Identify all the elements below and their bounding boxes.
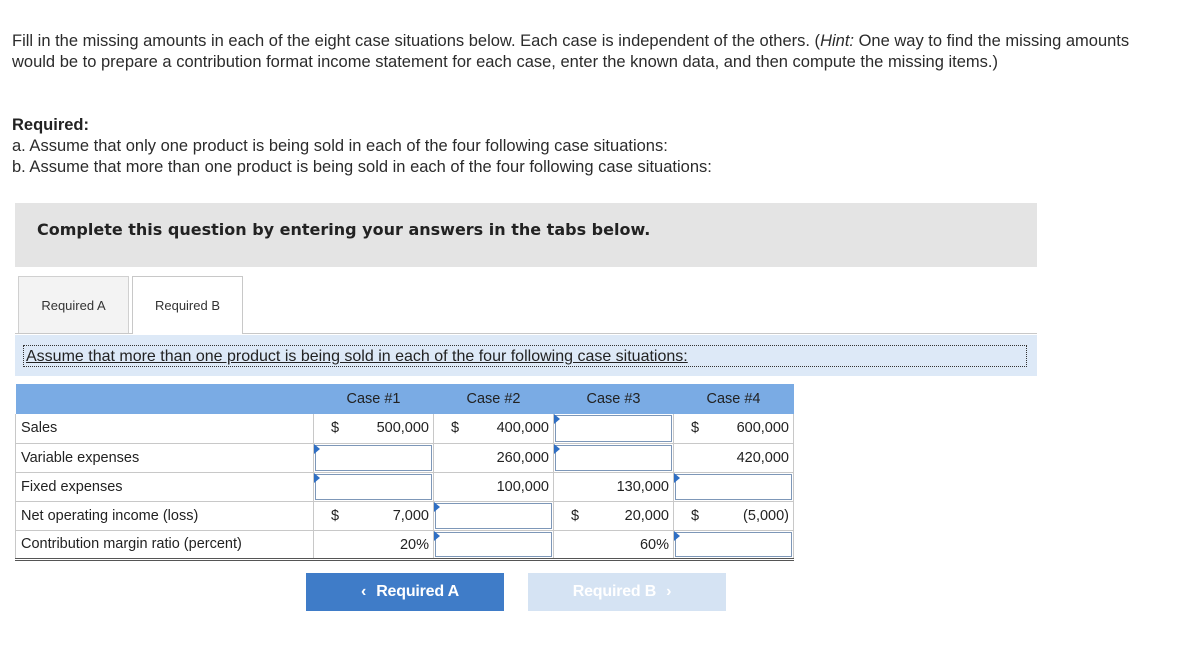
instructions-banner xyxy=(15,203,1037,267)
cell-value: 500,000 xyxy=(376,420,429,436)
input-marker-icon xyxy=(674,531,680,541)
case-cell xyxy=(554,530,674,559)
case-cell xyxy=(434,472,554,501)
dollar-sign: $ xyxy=(331,507,340,524)
question-text xyxy=(12,31,1132,73)
answer-input[interactable] xyxy=(555,445,672,471)
cell-value: 130,000 xyxy=(616,478,669,495)
case-cell xyxy=(434,414,554,443)
cell-value: 7,000 xyxy=(392,507,429,524)
answer-input[interactable] xyxy=(675,532,792,557)
prev-button-label: Required A xyxy=(376,583,459,600)
intro-text-1: Fill in the missing amounts in each of the eight case situations below. Each case is independent of the others. ( xyxy=(12,32,821,50)
input-marker-icon xyxy=(434,531,440,541)
instruction-text: Assume that more than one product is being sold in each of the four following case situations: xyxy=(26,348,688,365)
table-row xyxy=(16,414,794,443)
table-body xyxy=(16,414,794,559)
answer-input[interactable] xyxy=(555,415,672,442)
answer-input[interactable] xyxy=(315,474,432,500)
case-cell[interactable] xyxy=(434,530,554,559)
dollar-sign: $ xyxy=(691,420,700,436)
header-case-4: Case #4 xyxy=(674,384,794,414)
row-label: Fixed expenses xyxy=(16,472,314,501)
input-marker-icon xyxy=(554,414,560,424)
cell-value: 60% xyxy=(639,536,669,553)
next-button[interactable] xyxy=(528,573,726,611)
cell-value: 600,000 xyxy=(736,420,789,436)
cell-value: 20% xyxy=(399,536,429,553)
input-marker-icon xyxy=(314,473,320,483)
header-case-1: Case #1 xyxy=(314,384,434,414)
answer-input[interactable] xyxy=(315,445,432,471)
cell-value: 420,000 xyxy=(736,449,789,466)
case-cell xyxy=(674,414,794,443)
case-cell xyxy=(314,414,434,443)
case-cell xyxy=(674,443,794,472)
row-label: Contribution margin ratio (percent) xyxy=(16,530,314,559)
row-label: Variable expenses xyxy=(16,443,314,472)
header-case-2: Case #2 xyxy=(434,384,554,414)
table-header-row xyxy=(16,384,794,414)
required-heading: Required: xyxy=(12,116,90,134)
cell-value: 100,000 xyxy=(496,478,549,495)
case-cell xyxy=(314,530,434,559)
tab-label: Required A xyxy=(41,297,106,313)
instruction-box xyxy=(23,345,1027,367)
dollar-sign: $ xyxy=(451,420,460,436)
cell-value: (5,000) xyxy=(743,507,789,524)
row-label: Sales xyxy=(16,414,314,443)
prev-button[interactable] xyxy=(306,573,504,611)
question-intro xyxy=(12,31,1132,73)
table-row xyxy=(16,472,794,501)
cell-value: 260,000 xyxy=(496,449,549,466)
header-blank xyxy=(16,384,314,414)
answer-input[interactable] xyxy=(435,503,552,529)
tab-required-b[interactable] xyxy=(132,276,243,333)
case-table xyxy=(15,384,794,561)
required-b-text: b. Assume that more than one product is being sold in each of the four following case situations: xyxy=(12,158,712,176)
hint-label: Hint: xyxy=(820,32,854,50)
case-cell[interactable] xyxy=(314,472,434,501)
answer-input[interactable] xyxy=(435,532,552,557)
dollar-sign: $ xyxy=(331,420,340,436)
case-cell[interactable] xyxy=(674,472,794,501)
case-cell xyxy=(314,501,434,530)
answer-input[interactable] xyxy=(675,474,792,500)
input-marker-icon xyxy=(314,444,320,454)
instruction-bar xyxy=(15,335,1037,376)
input-marker-icon xyxy=(674,473,680,483)
case-cell xyxy=(434,443,554,472)
cell-value: 400,000 xyxy=(496,420,549,436)
intro-text-2: One way to find the missing amounts would be to prepare a contribution format income statement for each case, enter the known data, and then compute the missing items.) xyxy=(12,32,1130,71)
chevron-left-icon: ‹ xyxy=(361,583,367,600)
dollar-sign: $ xyxy=(691,507,700,524)
case-cell xyxy=(554,501,674,530)
case-cell[interactable] xyxy=(314,443,434,472)
row-label: Net operating income (loss) xyxy=(16,501,314,530)
input-marker-icon xyxy=(554,444,560,454)
table-row xyxy=(16,530,794,559)
case-cell[interactable] xyxy=(554,443,674,472)
table-row xyxy=(16,501,794,530)
case-cell xyxy=(674,501,794,530)
input-marker-icon xyxy=(434,502,440,512)
cell-value: 20,000 xyxy=(624,507,669,524)
case-cell[interactable] xyxy=(434,501,554,530)
case-cell[interactable] xyxy=(674,530,794,559)
table-row xyxy=(16,443,794,472)
tab-label: Required B xyxy=(154,297,221,313)
case-cell[interactable] xyxy=(554,414,674,443)
next-button-label: Required B xyxy=(572,583,657,600)
case-cell xyxy=(554,472,674,501)
tab-required-a[interactable] xyxy=(18,276,129,333)
chevron-right-icon: › xyxy=(666,583,672,600)
banner-text: Complete this question by entering your answers in the tabs below. xyxy=(37,220,651,239)
header-case-3: Case #3 xyxy=(554,384,674,414)
required-a-text: a. Assume that only one product is being sold in each of the four following case situations: xyxy=(12,137,668,155)
dollar-sign: $ xyxy=(571,507,580,524)
